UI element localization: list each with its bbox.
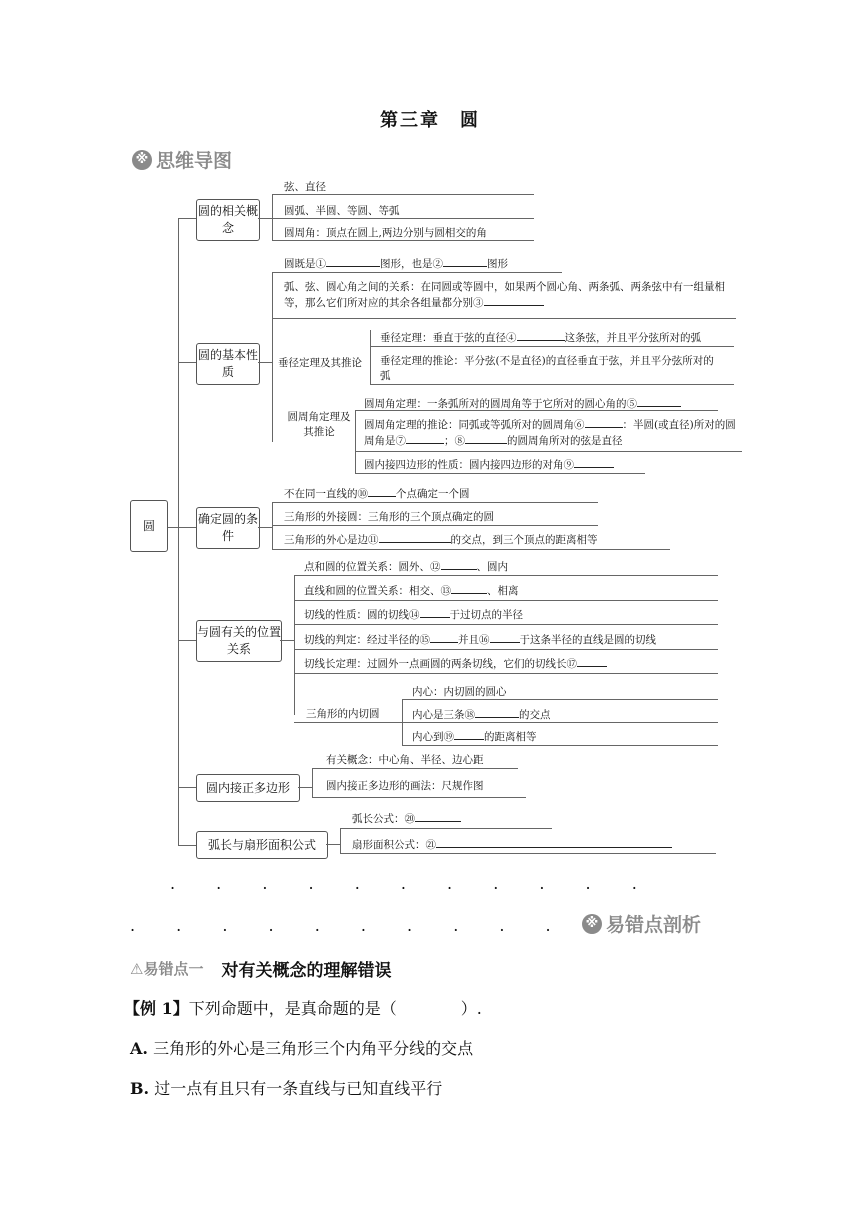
errors-heading: [582, 910, 701, 937]
connector: [178, 218, 196, 219]
underline: [370, 346, 734, 347]
option-a: A. 三角形的外心是三角形三个内角平分线的交点: [130, 1039, 474, 1058]
connector: [178, 640, 196, 641]
map-item: 点和圆的位置关系：圆外、⑫ 、圆内: [304, 561, 508, 573]
underline: [340, 828, 552, 829]
connector: [312, 768, 313, 798]
connector: [178, 362, 196, 363]
dot-row: . . . . . . . . . . .: [170, 874, 637, 893]
connector: [178, 845, 196, 846]
map-item: 三角形的外接圆：三角形的三个顶点确定的圆: [284, 511, 494, 523]
mindmap-heading: [132, 146, 232, 173]
map-item: 圆既是① 图形，也是② 图形: [284, 258, 508, 270]
map-item: 垂径定理的推论：平分弦(不是直径)的直径垂直于弦，并且平分弦所对的弧: [380, 355, 714, 382]
underline: [355, 451, 742, 452]
map-item: 弧、弦、圆心角之间的关系：在同圆或等圆中，如果两个圆心角、两条弧、两条弦中有一组量相等，那么它们所对应的其余各组量都分别③: [284, 281, 725, 309]
connector: [272, 272, 273, 442]
sub-label-incircle: 三角形的内切圆: [306, 708, 380, 720]
map-item: 切线的判定：经过半径的⑮ 并且⑯ 于这条半径的直线是圆的切线: [304, 634, 656, 646]
connector: [294, 575, 295, 715]
connector: [298, 787, 312, 788]
dot-row: . . . . . . . . . .: [130, 916, 551, 935]
map-item: 扇形面积公式：㉑: [352, 837, 672, 852]
branch-box-related-concepts: 圆的相关概念: [196, 199, 260, 241]
connector: [258, 362, 272, 363]
option-b: B. 过一点有且只有一条直线与已知直线平行: [130, 1079, 443, 1098]
example-question: 【例 1】下列命题中，是真命题的是（ ）.: [124, 999, 482, 1018]
sub-label-perpendicular-diameter: 垂径定理及其推论: [278, 357, 362, 369]
underline: [402, 722, 718, 723]
connector: [272, 194, 273, 240]
underline: [370, 384, 734, 385]
mindmap-heading-text: 思维导图: [156, 150, 233, 172]
underline: [272, 218, 534, 219]
underline: [272, 318, 736, 319]
map-item: 圆内接正多边形的画法：尺规作图: [326, 780, 484, 792]
page-title: 第三章 圆: [380, 110, 480, 131]
connector: [258, 527, 272, 528]
underline: [294, 624, 718, 625]
connector: [178, 527, 196, 528]
map-item: 内心：内切圆的圆心: [412, 686, 507, 698]
map-item: 垂径定理：垂直于弦的直径④ 这条弦，并且平分弦所对的弧: [380, 332, 701, 344]
underline: [294, 722, 402, 723]
errors-heading-text: 易错点剖析: [606, 914, 702, 936]
connector: [326, 844, 340, 845]
map-item: 圆弧、半圆、等圆、等弧: [284, 205, 400, 217]
asterisk-circle-icon: ※: [582, 914, 602, 934]
underline: [402, 745, 718, 746]
underline: [402, 699, 718, 700]
connector: [258, 218, 272, 219]
connector: [280, 640, 294, 641]
map-item: 三角形的外心是边⑪ 的交点，到三个顶点的距离相等: [284, 534, 598, 546]
map-item: 有关概念：中心角、半径、边心距: [326, 754, 484, 766]
connector: [355, 410, 356, 474]
underline: [312, 768, 518, 769]
underline: [294, 575, 718, 576]
error-tag: 易错点一: [143, 960, 204, 978]
sub-label-inscribed-angle: 圆周角定理及其推论: [287, 411, 351, 438]
map-item: 直线和圆的位置关系：相交、⑬ 、相离: [304, 585, 519, 597]
map-item: 切线的性质：圆的切线⑭ 于过切点的半径: [304, 609, 523, 621]
map-item: 弦、直径: [284, 181, 326, 193]
error-point-heading: [130, 956, 391, 981]
map-item: 圆内接四边形的性质：圆内接四边形的对角⑨: [364, 457, 614, 472]
connector: [272, 502, 273, 550]
connector: [370, 330, 371, 384]
map-item: 内心到⑲ 的距离相等: [412, 731, 537, 743]
center-node: 圆: [130, 500, 168, 552]
map-item: 切线长定理：过圆外一点画圆的两条切线，它们的切线长⑰: [304, 656, 607, 671]
connector: [340, 828, 341, 854]
branch-box-determine-circle: 确定圆的条件: [196, 507, 260, 549]
underline: [340, 853, 716, 854]
map-item: 圆周角定理：一条弧所对的圆周角等于它所对的圆心角的⑤: [364, 396, 681, 411]
map-item: 弧长公式：⑳: [352, 811, 461, 826]
underline: [272, 194, 534, 195]
underline: [272, 502, 598, 503]
underline: [355, 410, 718, 411]
branch-box-regular-polygon: 圆内接正多边形: [196, 774, 300, 802]
underline: [272, 272, 562, 273]
map-item: 内心是三条⑱ 的交点: [412, 709, 551, 721]
map-item: 不在同一直线的⑩ 个点确定一个圆: [284, 488, 470, 500]
asterisk-circle-icon: ※: [132, 150, 152, 170]
warning-icon: ⚠: [130, 959, 144, 978]
branch-box-position-relations: 与圆有关的位置关系: [196, 620, 282, 662]
underline: [294, 673, 718, 674]
connector: [178, 787, 196, 788]
underline: [312, 797, 526, 798]
underline: [294, 600, 718, 601]
underline: [272, 240, 534, 241]
underline: [294, 649, 718, 650]
map-item: 圆周角定理的推论：同弧或等弧所对的圆周角⑥ ：半圆(或直径)所对的圆周角是⑦ ；⑧ 的圆周角所对的弦是直径: [364, 419, 736, 447]
branch-box-arc-length-sector: 弧长与扇形面积公式: [196, 831, 328, 859]
branch-box-basic-properties: 圆的基本性质: [196, 343, 260, 385]
underline: [272, 525, 598, 526]
error-title: 对有关概念的理解错误: [221, 961, 392, 981]
underline: [272, 549, 670, 550]
spine: [178, 218, 179, 846]
map-item: 圆周角：顶点在圆上,两边分别与圆相交的角: [284, 227, 487, 239]
underline: [355, 473, 645, 474]
